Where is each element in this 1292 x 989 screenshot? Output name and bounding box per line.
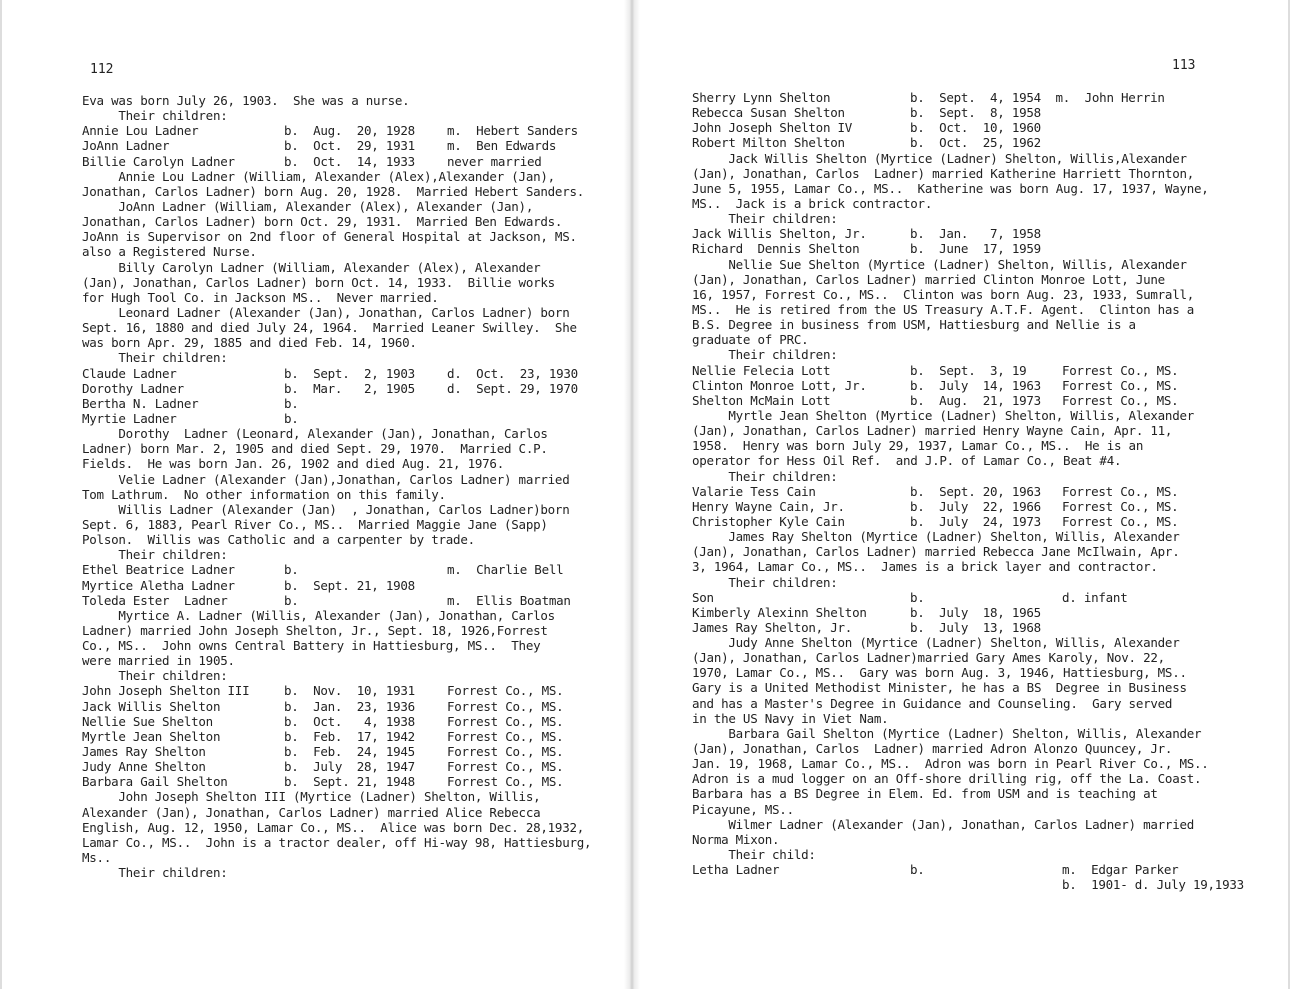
note-cell: never married xyxy=(447,153,542,169)
note-cell: d. infant xyxy=(1062,589,1128,605)
birth-cell: b. Feb. 24, 1945 xyxy=(284,744,415,760)
text-line: Sept. 6, 1883, Pearl River Co., MS.. Married Maggie Jane (Sapp) xyxy=(82,516,548,532)
table-row xyxy=(82,714,591,729)
text-line: Sept. 16, 1880 and died July 24, 1964. Married Leaner Swilley. She xyxy=(82,320,577,336)
table-row xyxy=(692,226,1209,241)
name-cell: Kimberly Alexinn Shelton xyxy=(692,604,867,620)
text-line: Ladner) born Mar. 2, 1905 and died Sept. 29, 1970. Married C.P. xyxy=(82,441,548,457)
note-cell: d. Sept. 29, 1970 xyxy=(447,380,578,396)
table-row xyxy=(82,366,591,381)
table-row xyxy=(692,499,1209,514)
name-cell: Sherry Lynn Shelton xyxy=(692,90,831,105)
text-line: Nellie Sue Shelton (Myrtice (Ladner) Shelton, Willis, Alexander xyxy=(692,256,1187,272)
name-cell: Judy Anne Shelton xyxy=(82,759,206,775)
birth-cell: b. Sept. 20, 1963 xyxy=(910,483,1041,499)
name-cell: Dorothy Ladner xyxy=(82,380,184,396)
birth-cell: b. Oct. 25, 1962 xyxy=(910,135,1041,151)
table-row xyxy=(692,105,1209,120)
birth-cell: b. Sept. 3, 19 xyxy=(910,362,1027,378)
name-cell: Rebecca Susan Shelton xyxy=(692,105,845,121)
name-cell: Myrtle Jean Shelton xyxy=(82,728,221,744)
page-number: 113 xyxy=(1172,58,1196,73)
table-row xyxy=(82,593,591,608)
note-cell: m. Ellis Boatman xyxy=(447,592,571,608)
birth-cell: b. Oct. 29, 1931 xyxy=(284,138,415,154)
table-row xyxy=(692,363,1209,378)
birth-cell: b. June 17, 1959 xyxy=(910,241,1041,257)
table-row xyxy=(82,729,591,744)
text-line: Their children: xyxy=(82,108,228,124)
text-line: Jonathan, Carlos Ladner) born Oct. 29, 1931. Married Ben Edwards. xyxy=(82,214,563,230)
birth-cell: b. Oct. 4, 1938 xyxy=(284,713,415,729)
text-line: Jonathan, Carlos Ladner) born Aug. 20, 1928. Married Hebert Sanders. xyxy=(82,183,585,199)
text-line: MS.. Jack is a brick contractor. xyxy=(692,195,933,211)
text-line: 1970, Lamar Co., MS.. Gary was born Aug. 3, 1946, Hattiesburg, MS.. xyxy=(692,665,1187,681)
name-cell: Toleda Ester Ladner xyxy=(82,592,228,608)
text-line: 16, 1957, Forrest Co., MS.. Clinton was born Aug. 23, 1933, Sumrall, xyxy=(692,286,1195,302)
birth-cell: b. xyxy=(284,562,299,578)
note-cell: Forrest Co., MS. xyxy=(447,744,564,760)
note-cell: Forrest Co., MS. xyxy=(1062,483,1179,499)
text-line: James Ray Shelton (Myrtice (Ladner) Shelton, Willis, Alexander xyxy=(692,529,1180,545)
birth-cell: b. July 18, 1965 xyxy=(910,604,1041,620)
text-line: Lamar Co., MS.. John is a tractor dealer, off Hi-way 98, Hattiesburg, xyxy=(82,834,592,850)
name-cell: Nellie Sue Shelton xyxy=(82,713,213,729)
text-line: Ms.. xyxy=(82,850,112,866)
text-line: Myrtice A. Ladner (Willis, Alexander (Jan), Jonathan, Carlos xyxy=(82,607,555,623)
name-cell: John Joseph Shelton III xyxy=(82,683,250,699)
book-gutter xyxy=(624,0,640,989)
text-line: Jack Willis Shelton (Myrtice (Ladner) Shelton, Willis,Alexander xyxy=(692,150,1187,166)
table-row xyxy=(82,138,591,153)
name-cell: Robert Milton Shelton xyxy=(692,135,845,151)
note-cell: Forrest Co., MS. xyxy=(1062,377,1179,393)
text-line: (Jan), Jonathan, Carlos Ladner) married Katherine Harriett Thornton, xyxy=(692,165,1195,181)
name-cell: James Ray Shelton, Jr. xyxy=(692,619,853,635)
birth-cell: b. Oct. 14, 1933 xyxy=(284,153,415,169)
birth-cell: b. Jan. 23, 1936 xyxy=(284,698,415,714)
text-line: for Hugh Tool Co. in Jackson MS.. Never married. xyxy=(82,289,439,305)
name-cell: Ethel Beatrice Ladner xyxy=(82,562,235,578)
text-line: Their children: xyxy=(82,668,228,684)
table-row xyxy=(692,620,1209,635)
text-line: Their child: xyxy=(692,847,816,863)
birth-cell: b. xyxy=(910,589,925,605)
text-line: Billy Carolyn Ladner (William, Alexander (Alex), Alexander xyxy=(82,259,541,275)
text-line: was born Apr. 29, 1885 and died Feb. 14, 1960. xyxy=(82,335,417,351)
text-line: Tom Lathrum. No other information on this family. xyxy=(82,486,446,502)
table-row xyxy=(82,123,591,138)
table-row xyxy=(692,514,1209,529)
name-cell: James Ray Shelton xyxy=(82,744,206,760)
text-line: Their children: xyxy=(692,347,838,363)
birth-cell: b. Sept. 21, 1908 xyxy=(284,577,415,593)
text-line: Jan. 19, 1968, Lamar Co., MS.. Adron was born in Pearl River Co., MS.. xyxy=(692,756,1209,772)
text-line: Velie Ladner (Alexander (Jan),Jonathan, Carlos Ladner) married xyxy=(82,471,570,487)
birth-cell: b. Oct. 10, 1960 xyxy=(910,120,1041,136)
text-line: Willis Ladner (Alexander (Jan) , Jonathan, Carlos Ladner)born xyxy=(82,501,570,517)
text-line: graduate of PRC. xyxy=(692,332,809,348)
text-line: Fields. He was born Jan. 26, 1902 and died Aug. 21, 1976. xyxy=(82,456,504,472)
text-line: John Joseph Shelton III (Myrtice (Ladner) Shelton, Willis, xyxy=(82,789,541,805)
birth-cell: b. Nov. 10, 1931 xyxy=(284,683,415,699)
text-line: Their children: xyxy=(82,865,228,881)
text-line: Leonard Ladner (Alexander (Jan), Jonathan, Carlos Ladner) born xyxy=(82,304,570,320)
birth-cell: b. Sept. 4, 1954 m. John Herrin xyxy=(910,90,1165,105)
note-cell: b. 1901- d. July 19,1933 xyxy=(1062,877,1244,893)
name-cell: Shelton McMain Lott xyxy=(692,392,831,408)
table-row xyxy=(692,241,1209,256)
table-row xyxy=(692,590,1209,605)
table-row xyxy=(82,396,591,411)
text-line: Their children: xyxy=(692,211,838,227)
birth-cell: b. Sept. 8, 1958 xyxy=(910,105,1041,121)
table-row xyxy=(82,154,591,169)
table-row xyxy=(692,378,1209,393)
name-cell: Barbara Gail Shelton xyxy=(82,774,228,790)
table-row xyxy=(82,562,591,577)
text-line: June 5, 1955, Lamar Co., MS.. Katherine was born Aug. 17, 1937, Wayne, xyxy=(692,180,1209,196)
table-row xyxy=(82,744,591,759)
text-line: Their children: xyxy=(82,350,228,366)
name-cell: Clinton Monroe Lott, Jr. xyxy=(692,377,867,393)
text-line: Ladner) married John Joseph Shelton, Jr., Sept. 18, 1926,Forrest xyxy=(82,622,548,638)
text-line: MS.. He is retired from the US Treasury A.T.F. Agent. Clinton has a xyxy=(692,301,1195,317)
text-line: Their children: xyxy=(82,547,228,563)
birth-cell: b. Sept. 21, 1948 xyxy=(284,774,415,790)
text-line: (Jan), Jonathan, Carlos Ladner) married Henry Wayne Cain, Apr. 11, xyxy=(692,423,1173,439)
birth-cell: b. xyxy=(284,410,299,426)
text-line: Eva was born July 26, 1903. She was a nurse. xyxy=(82,93,410,108)
table-row xyxy=(692,484,1209,499)
text-line: English, Aug. 12, 1950, Lamar Co., MS.. Alice was born Dec. 28,1932, xyxy=(82,819,585,835)
note-cell: Forrest Co., MS. xyxy=(447,774,564,790)
table-row xyxy=(82,683,591,698)
name-cell: Richard Dennis Shelton xyxy=(692,241,860,257)
text-line: JoAnn is Supervisor on 2nd floor of General Hospital at Jackson, MS. xyxy=(82,229,577,245)
name-cell: Annie Lou Ladner xyxy=(82,123,199,139)
text-line: Their children: xyxy=(692,468,838,484)
text-line: Polson. Willis was Catholic and a carpenter by trade. xyxy=(82,532,475,548)
birth-cell: b. xyxy=(284,592,299,608)
text-line: Co., MS.. John owns Central Battery in Hattiesburg, MS.. They xyxy=(82,638,541,654)
note-cell: Forrest Co., MS. xyxy=(1062,392,1179,408)
page-text xyxy=(82,93,591,880)
text-line: Picayune, MS.. xyxy=(692,801,794,817)
text-line: were married in 1905. xyxy=(82,653,235,669)
birth-cell: b. July 22, 1966 xyxy=(910,498,1041,514)
note-cell: m. Edgar Parker xyxy=(1062,862,1179,878)
text-line: also a Registered Nurse. xyxy=(82,244,257,260)
birth-cell: b. xyxy=(284,395,299,411)
note-cell: m. Ben Edwards xyxy=(447,138,557,154)
birth-cell: b. Aug. 21, 1973 xyxy=(910,392,1041,408)
birth-cell: b. Mar. 2, 1905 xyxy=(284,380,415,396)
table-row xyxy=(692,862,1209,877)
name-cell: Henry Wayne Cain, Jr. xyxy=(692,498,845,514)
birth-cell: b. Jan. 7, 1958 xyxy=(910,226,1041,242)
name-cell: Jack Willis Shelton, Jr. xyxy=(692,226,867,242)
birth-cell: b. xyxy=(910,862,925,878)
name-cell: Son xyxy=(692,589,714,605)
table-row xyxy=(82,774,591,789)
table-row xyxy=(692,120,1209,135)
text-line: Judy Anne Shelton (Myrtice (Ladner) Shelton, Willis, Alexander xyxy=(692,635,1180,651)
name-cell: John Joseph Shelton IV xyxy=(692,120,853,136)
name-cell: JoAnn Ladner xyxy=(82,138,170,154)
table-row xyxy=(82,578,591,593)
note-cell: m. Charlie Bell xyxy=(447,562,564,578)
table-row xyxy=(692,605,1209,620)
birth-cell: b. July 24, 1973 xyxy=(910,513,1041,529)
page-edge xyxy=(0,0,2,989)
text-line: Their children: xyxy=(692,574,838,590)
note-cell: Forrest Co., MS. xyxy=(447,683,564,699)
text-line: (Jan), Jonathan, Carlos Ladner) married Clinton Monroe Lott, June xyxy=(692,271,1165,287)
text-line: Alexander (Jan), Jonathan, Carlos Ladner) married Alice Rebecca xyxy=(82,804,541,820)
name-cell: Valarie Tess Cain xyxy=(692,483,816,499)
note-cell: d. Oct. 23, 1930 xyxy=(447,365,578,381)
text-line: Barbara has a BS Degree in Elem. Ed. from USM and is teaching at xyxy=(692,786,1158,802)
text-line: Adron is a mud logger on an Off-shore drilling rig, off the La. Coast. xyxy=(692,771,1202,787)
name-cell: Myrtie Ladner xyxy=(82,410,177,426)
name-cell: Claude Ladner xyxy=(82,365,177,381)
table-row xyxy=(692,877,1244,893)
text-line: operator for Hess Oil Ref. and J.P. of Lamar Co., Beat #4. xyxy=(692,453,1122,469)
text-line: (Jan), Jonathan, Carlos Ladner)married Gary Ames Karoly, Nov. 22, xyxy=(692,650,1165,666)
name-cell: Letha Ladner xyxy=(692,862,780,878)
table-row xyxy=(82,411,591,426)
text-line: (Jan), Jonathan, Carlos Ladner) born Oct. 14, 1933. Billie works xyxy=(82,274,555,290)
name-cell: Christopher Kyle Cain xyxy=(692,513,845,529)
text-line: Myrtle Jean Shelton (Myrtice (Ladner) Shelton, Willis, Alexander xyxy=(692,407,1195,423)
name-cell: Nellie Felecia Lott xyxy=(692,362,831,378)
page-number: 112 xyxy=(90,62,114,77)
text-line: 1958. Henry was born July 29, 1937, Lamar Co., MS.. He is an xyxy=(692,438,1144,454)
note-cell: Forrest Co., MS. xyxy=(447,713,564,729)
note-cell: Forrest Co., MS. xyxy=(1062,513,1179,529)
birth-cell: b. Feb. 17, 1942 xyxy=(284,728,415,744)
note-cell: Forrest Co., MS. xyxy=(447,698,564,714)
text-line: 3, 1964, Lamar Co., MS.. James is a brick layer and contractor. xyxy=(692,559,1158,575)
table-row xyxy=(82,699,591,714)
text-line: Barbara Gail Shelton (Myrtice (Ladner) Shelton, Willis, Alexander xyxy=(692,725,1202,741)
table-row xyxy=(82,759,591,774)
text-line: JoAnn Ladner (William, Alexander (Alex), Alexander (Jan), xyxy=(82,198,534,214)
name-cell: Billie Carolyn Ladner xyxy=(82,153,235,169)
birth-cell: b. July 13, 1968 xyxy=(910,619,1041,635)
text-line: (Jan), Jonathan, Carlos Ladner) married Adron Alonzo Quuncey, Jr. xyxy=(692,741,1173,757)
left-page xyxy=(0,0,624,989)
text-line: in the US Navy in Viet Nam. xyxy=(692,710,889,726)
table-row xyxy=(692,393,1209,408)
text-line: Norma Mixon. xyxy=(692,831,780,847)
text-line: Gary is a United Methodist Minister, he has a BS Degree in Business xyxy=(692,680,1187,696)
name-cell: Myrtice Aletha Ladner xyxy=(82,577,235,593)
note-cell: Forrest Co., MS. xyxy=(1062,362,1179,378)
right-page xyxy=(640,0,1292,989)
text-line: B.S. Degree in business from USM, Hattiesburg and Nellie is a xyxy=(692,317,1136,333)
text-line: Annie Lou Ladner (William, Alexander (Alex),Alexander (Jan), xyxy=(82,168,555,184)
name-cell: Jack Willis Shelton xyxy=(82,698,221,714)
table-row xyxy=(692,135,1209,150)
table-row xyxy=(692,90,1209,105)
text-line: and has a Master's Degree in Guidance and Counseling. Gary served xyxy=(692,695,1173,711)
page-text xyxy=(692,90,1244,893)
table-row xyxy=(82,381,591,396)
note-cell: Forrest Co., MS. xyxy=(447,759,564,775)
birth-cell: b. Aug. 20, 1928 xyxy=(284,123,415,139)
note-cell: Forrest Co., MS. xyxy=(1062,498,1179,514)
birth-cell: b. July 14, 1963 xyxy=(910,377,1041,393)
text-line: (Jan), Jonathan, Carlos Ladner) married Rebecca Jane McIlwain, Apr. xyxy=(692,544,1180,560)
text-line: Dorothy Ladner (Leonard, Alexander (Jan), Jonathan, Carlos xyxy=(82,426,548,442)
text-line: Wilmer Ladner (Alexander (Jan), Jonathan, Carlos Ladner) married xyxy=(692,816,1195,832)
birth-cell: b. Sept. 2, 1903 xyxy=(284,365,415,381)
name-cell: Bertha N. Ladner xyxy=(82,395,199,411)
note-cell: m. Hebert Sanders xyxy=(447,123,578,139)
note-cell: Forrest Co., MS. xyxy=(447,728,564,744)
birth-cell: b. July 28, 1947 xyxy=(284,759,415,775)
